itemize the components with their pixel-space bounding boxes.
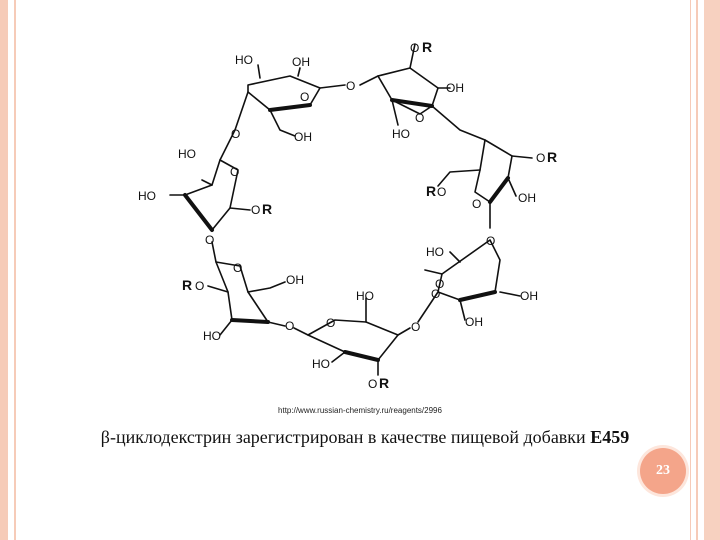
hydroxyl-label: HO xyxy=(392,127,410,141)
hydroxyl-label: HO xyxy=(203,329,221,343)
hydroxyl-label: HO xyxy=(138,189,156,203)
ether-oxygen-label: O xyxy=(410,41,420,55)
ring-oxygen-label: O xyxy=(472,197,482,211)
ring-oxygen-label: O xyxy=(230,165,240,179)
left-border-stripe xyxy=(0,0,8,540)
hydroxyl-label: HO xyxy=(178,147,196,161)
beta-cyclodextrin-structure xyxy=(120,30,580,400)
hydroxyl-label: HO xyxy=(356,289,374,303)
hydroxyl-label: OH xyxy=(520,289,538,303)
ring-oxygen-label: O xyxy=(300,90,310,104)
r-group-label: R xyxy=(379,375,390,391)
ring-oxygen-label: O xyxy=(233,261,243,275)
page-number-badge xyxy=(640,448,686,494)
hydroxyl-label: OH xyxy=(446,81,464,95)
hydroxyl-label: OH xyxy=(518,191,536,205)
right-border-stripe xyxy=(704,0,720,540)
glycosidic-oxygen-label: O xyxy=(205,233,215,247)
r-group-label: R xyxy=(182,277,193,293)
r-group-label: R xyxy=(422,39,433,55)
hydroxyl-label: OH xyxy=(292,55,310,69)
right-border-line-inner xyxy=(696,0,698,540)
hydroxyl-label: HO xyxy=(235,53,253,67)
hydroxyl-label: OH xyxy=(294,130,312,144)
hydroxyl-label: HO xyxy=(312,357,330,371)
glycosidic-oxygen-label: O xyxy=(435,277,445,291)
caption-additive-code: E459 xyxy=(590,427,630,447)
glycosidic-oxygen-label: O xyxy=(346,79,356,93)
r-group-label: R xyxy=(547,149,558,165)
source-url[interactable]: http://www.russian-chemistry.ru/reagents/2996 xyxy=(278,406,442,415)
ether-oxygen-label: O xyxy=(195,279,205,293)
glycosidic-oxygen-label: O xyxy=(285,319,295,333)
r-group-label: R xyxy=(426,183,437,199)
ether-oxygen-label: O xyxy=(536,151,546,165)
ether-oxygen-label: O xyxy=(437,185,447,199)
page-number: 23 xyxy=(656,463,670,478)
ring-oxygen-label: O xyxy=(431,287,441,301)
hydroxyl-label: OH xyxy=(286,273,304,287)
glycosidic-oxygen-label: O xyxy=(486,234,496,248)
right-border-line xyxy=(690,0,691,540)
r-group-label: R xyxy=(262,201,273,217)
ring-oxygen-label: O xyxy=(415,111,425,125)
hydroxyl-label: HO xyxy=(426,245,444,259)
glycosidic-oxygen-label: O xyxy=(411,320,421,334)
caption-text: β-циклодекстрин зарегистрирован в качестве пищевой добавки xyxy=(100,427,591,447)
ring-oxygen-label: O xyxy=(326,316,336,330)
left-border-line xyxy=(14,0,16,540)
hydroxyl-label: OH xyxy=(465,315,483,329)
slide-caption xyxy=(0,427,720,448)
ether-oxygen-label: O xyxy=(251,203,261,217)
glycosidic-oxygen-label: O xyxy=(231,127,241,141)
ether-oxygen-label: O xyxy=(368,377,378,391)
